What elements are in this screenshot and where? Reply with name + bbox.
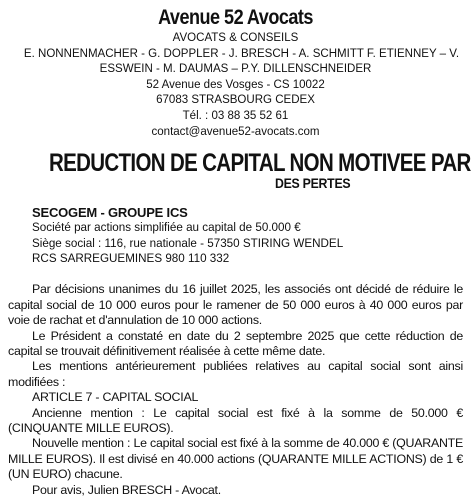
paragraph-new-mention: Nouvelle mention : Le capital social est fixé à la somme de 40.000 € (QUARANTE MILLE EUROS). Il est divisé en 40.000 actions (QUARANTE MILLE ACTIONS) de 1 € (UN EURO) chacune. — [8, 436, 463, 482]
company-block — [8, 205, 463, 266]
notice-body — [8, 282, 463, 498]
company-name: SECOGEM - GROUPE ICS — [32, 205, 188, 221]
firm-address-line-2: 67083 STRASBOURG CEDEX — [156, 92, 315, 107]
paragraph-signature: Pour avis, Julien BRESCH - Avocat. — [32, 482, 221, 497]
firm-partners-line-1: E. NONNENMACHER - G. DOPPLER - J. BRESCH - A. SCHMITT F. ETIENNEY – V. — [23, 45, 460, 60]
article-heading: ARTICLE 7 - CAPITAL SOCIAL — [32, 390, 199, 405]
notice-title: REDUCTION DE CAPITAL NON MOTIVEE PAR — [48, 149, 471, 178]
firm-email: contact@avenue52-avocats.com — [151, 123, 320, 138]
company-registry: RCS SARREGUEMINES 980 110 332 — [32, 250, 230, 265]
paragraph-old-mention: Ancienne mention : Le capital social est fixé à la somme de 50.000 € (CINQUANTE MILLE EUROS). — [8, 405, 463, 436]
firm-partners-line-2: ESSWEIN - M. DAUMAS – P.Y. DILLENSCHNEIDER — [99, 61, 372, 76]
firm-address-line-1: 52 Avenue des Vosges - CS 10022 — [146, 76, 325, 91]
firm-phone: Tél. : 03 88 35 52 61 — [182, 107, 289, 122]
firm-name: Avenue 52 Avocats — [158, 6, 313, 29]
notice-subtitle: DES PERTES — [274, 175, 351, 192]
company-legal-form: Société par actions simplifiée au capital de 50.000 € — [32, 220, 301, 235]
paragraph-completion: Le Président a constaté en date du 2 septembre 2025 que cette réduction de capital se trouvait définitivement réalisée à cette même date. — [8, 328, 463, 358]
firm-tagline: AVOCATS & CONSEILS — [172, 30, 299, 44]
paragraph-modifications: Les mentions antérieurement publiées relatives au capital social sont ainsi modifiées : — [8, 359, 463, 389]
firm-header — [8, 6, 463, 139]
company-registered-office: Siège social : 116, rue nationale - 57350 STIRING WENDEL — [32, 235, 344, 250]
paragraph-decision: Par décisions unanimes du 16 juillet 2025, les associés ont décidé de réduire le capital social de 10 000 euros pour le ramener de 50 000 euros à 40 000 euros par voie de rachat et d'annulation de 10 000 actions. — [8, 282, 463, 328]
